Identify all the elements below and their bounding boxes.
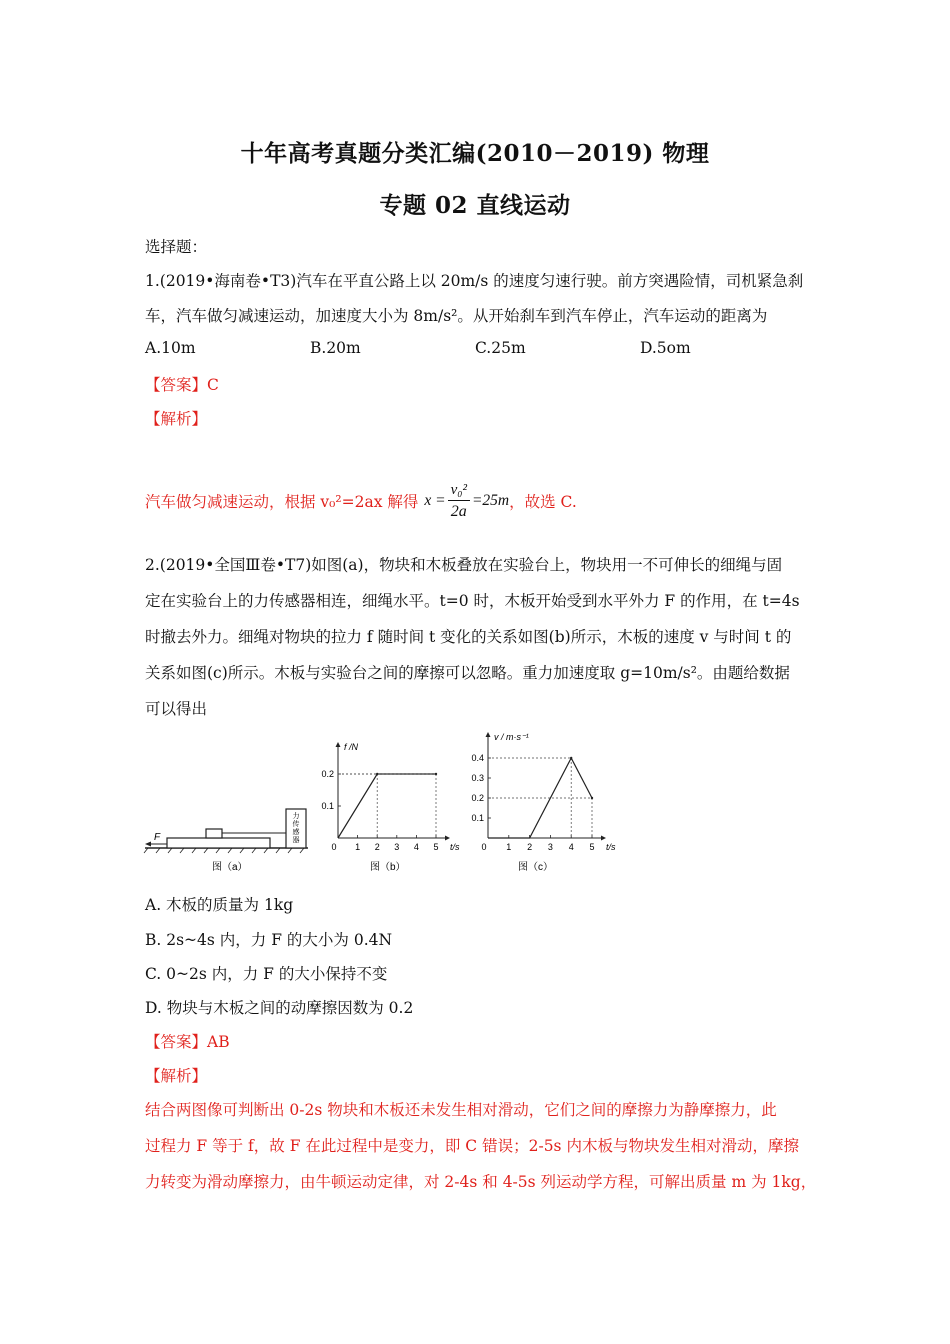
q1-solution-x: x = xyxy=(424,492,446,509)
q2-text-line3: 时撤去外力。细绳对物块的拉力 f 随时间 t 变化的关系如图(b)所示，木板的速度 v 与时间 t 的 xyxy=(145,628,792,646)
q1-fraction-numerator: v₀² xyxy=(448,480,470,501)
chart-c-x-tick-label: 3 xyxy=(547,842,553,852)
q2-analysis-label: 【解析】 xyxy=(145,1067,208,1085)
q2-figures xyxy=(140,732,640,882)
chart-c-x-tick-label: 4 xyxy=(568,842,574,852)
figure-c-caption: 图（c） xyxy=(518,862,553,873)
q1-solution xyxy=(145,476,577,526)
block xyxy=(206,829,222,838)
force-label: F xyxy=(154,832,161,843)
q1-answer: 【答案】C xyxy=(145,376,219,394)
chart-c-data-point xyxy=(570,757,572,759)
section-label: 选择题： xyxy=(145,238,208,256)
q2-text-line5: 可以得出 xyxy=(145,700,208,718)
chart-c-x-axis-arrow xyxy=(601,836,606,841)
q2-analysis-line3: 力转变为滑动摩擦力，由牛顿运动定律，对 2-4s 和 4-5s 列运动学方程，可解出质量 m 为 1kg， xyxy=(145,1173,817,1191)
figure-b-chart xyxy=(321,742,460,873)
q2-analysis-line1: 结合两图像可判断出 0-2s 物块和木板还未发生相对滑动，它们之间的摩擦力为静摩擦力，此 xyxy=(145,1101,777,1119)
sensor-label-2: 传 xyxy=(292,821,300,828)
chart-b-x-tick-label: 0 xyxy=(331,842,337,852)
q1-solution-result: =25m xyxy=(471,492,510,509)
chart-c-x-label: t/s xyxy=(606,842,616,852)
chart-c-x-tick-label: 0 xyxy=(481,842,487,852)
chart-c-y-tick-label: 0.1 xyxy=(471,813,484,823)
chart-b-x-tick-label: 5 xyxy=(433,842,439,852)
q1-analysis-label: 【解析】 xyxy=(145,410,208,428)
wooden-board xyxy=(167,838,270,848)
chart-c-x-tick-label: 2 xyxy=(527,842,533,852)
chart-c-data-point xyxy=(591,797,593,799)
q1-option-b: B.20m xyxy=(310,339,361,357)
chart-b-y-tick-label: 0.1 xyxy=(321,801,334,811)
chart-b-x-tick-label: 4 xyxy=(413,842,419,852)
figure-c-chart xyxy=(471,732,616,873)
chart-c-y-label: v / m·s⁻¹ xyxy=(494,732,529,742)
figure-a-caption: 图（a） xyxy=(212,862,248,873)
chart-c-y-tick-label: 0.4 xyxy=(471,753,484,763)
q1-option-a: A.10m xyxy=(145,339,196,357)
chart-b-y-tick-label: 0.2 xyxy=(321,769,334,779)
document-subtitle: 专题 02 直线运动 xyxy=(379,192,571,219)
q2-text-line2: 定在实验台上的力传感器相连，细绳水平。t=0 时，木板开始受到水平外力 F 的作用，在 t=4s xyxy=(145,592,800,610)
chart-b-x-tick-label: 1 xyxy=(355,842,361,852)
chart-c-x-tick-label: 1 xyxy=(506,842,512,852)
q1-fraction-denominator: 2a xyxy=(450,502,467,520)
q2-answer: 【答案】AB xyxy=(145,1033,230,1051)
q1-option-d: D.5om xyxy=(640,339,691,357)
q1-solution-prefix: 汽车做匀减速运动，根据 v₀²=2ax 解得 xyxy=(145,493,419,511)
chart-c-y-tick-label: 0.3 xyxy=(471,773,484,783)
figure-b-caption: 图（b） xyxy=(370,862,406,873)
chart-b-x-tick-label: 2 xyxy=(374,842,380,852)
chart-b-x-axis-arrow xyxy=(445,836,450,841)
chart-b-x-label: t/s xyxy=(450,842,460,852)
sensor-label-1: 力 xyxy=(292,813,300,820)
document-title: 十年高考真题分类汇编(2010－2019) 物理 xyxy=(240,140,710,167)
q1-solution-suffix: ，故选 C. xyxy=(509,493,577,511)
force-arrow-head xyxy=(145,842,151,847)
chart-b-data-point xyxy=(435,773,437,775)
q1-text-line2: 车，汽车做匀减速运动，加速度大小为 8m/s²。从开始刹车到汽车停止，汽车运动的距离为 xyxy=(145,307,768,325)
q2-option-b: B. 2s~4s 内，力 F 的大小为 0.4N xyxy=(145,931,393,949)
chart-c-y-tick-label: 0.2 xyxy=(471,793,484,803)
chart-c-x-tick-label: 5 xyxy=(589,842,595,852)
q1-text-line1: 1.(2019•海南卷•T3)汽车在平直公路上以 20m/s 的速度匀速行驶。前方突遇险情，司机紧急刹 xyxy=(145,272,804,290)
figure-a-apparatus xyxy=(144,809,308,873)
chart-b-y-axis-arrow xyxy=(336,742,341,747)
chart-b-data-line xyxy=(338,774,436,838)
chart-b-y-label: f /N xyxy=(344,742,359,752)
q1-solution-fraction xyxy=(448,480,470,523)
chart-c-y-axis-arrow xyxy=(486,732,491,737)
q2-text-line4: 关系如图(c)所示。木板与实验台之间的摩擦可以忽略。重力加速度取 g=10m/s²。由题给数据 xyxy=(145,664,790,682)
q2-option-c: C. 0~2s 内，力 F 的大小保持不变 xyxy=(145,965,388,983)
sensor-label-3: 感 xyxy=(292,829,300,836)
q2-option-a: A. 木板的质量为 1kg xyxy=(145,896,294,914)
q1-option-c: C.25m xyxy=(475,339,526,357)
q2-text-line1: 2.(2019•全国Ⅲ卷•T7)如图(a)，物块和木板叠放在实验台上，物块用一不可伸长的细绳与固 xyxy=(145,556,783,574)
sensor-label-4: 器 xyxy=(292,837,300,844)
q2-option-d: D. 物块与木板之间的动摩擦因数为 0.2 xyxy=(145,999,414,1017)
q2-analysis-line2: 过程力 F 等于 f，故 F 在此过程中是变力，即 C 错误；2-5s 内木板与物块发生相对滑动，摩擦 xyxy=(145,1137,799,1155)
chart-b-x-tick-label: 3 xyxy=(394,842,400,852)
